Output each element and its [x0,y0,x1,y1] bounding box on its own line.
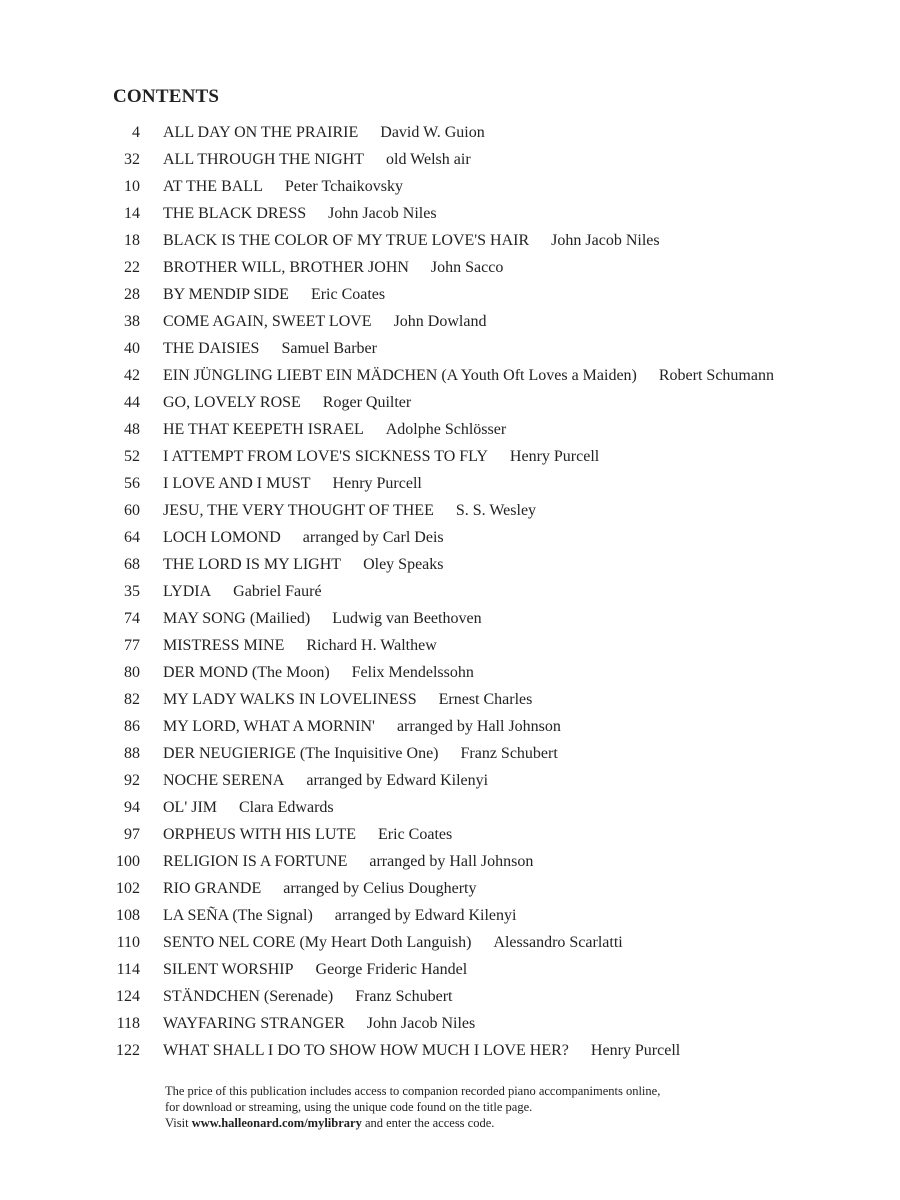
song-title: SILENT WORSHIP [163,961,294,978]
contents-entry [100,902,890,929]
composer: Adolphe Schlösser [385,421,507,438]
composer: Gabriel Fauré [233,583,322,600]
page-number: 88 [124,745,140,762]
song-title: AT THE BALL [163,178,263,195]
composer: John Dowland [393,313,487,330]
page-number: 77 [124,637,140,654]
page-number: 10 [124,178,140,195]
contents-entry [100,281,890,308]
composer: arranged by Edward Kilenyi [334,907,517,924]
page-number: 42 [124,367,140,384]
composer: Clara Edwards [239,799,334,816]
access-note-line-1: The price of this publication includes access to companion recorded piano accompaniments online, [165,1084,661,1098]
visit-text: Visit [165,1116,192,1130]
page-number: 35 [124,583,140,600]
page-number: 100 [116,853,140,870]
contents-entry [100,956,890,983]
page-number: 60 [124,502,140,519]
page-number: 102 [116,880,140,897]
song-title: RELIGION IS A FORTUNE [163,853,348,870]
page-number: 48 [124,421,140,438]
page-number: 18 [124,232,140,249]
page-number: 124 [116,988,140,1005]
composer: Samuel Barber [281,340,377,357]
composer: arranged by Carl Deis [302,529,444,546]
contents-entry [100,362,890,389]
song-title: BROTHER WILL, BROTHER JOHN [163,259,409,276]
song-title: RIO GRANDE [163,880,262,897]
contents-entry [100,146,890,173]
page-title: CONTENTS [113,86,220,107]
page-number: 86 [124,718,140,735]
page-number: 82 [124,691,140,708]
composer: S. S. Wesley [455,502,537,519]
composer: John Sacco [430,259,504,276]
contents-entry [100,605,890,632]
contents-entry [100,929,890,956]
song-title: MISTRESS MINE [163,637,285,654]
page-number: 68 [124,556,140,573]
composer: Felix Mendelssohn [351,664,474,681]
contents-entry [100,983,890,1010]
contents-entry [100,308,890,335]
song-title: LYDIA [163,583,212,600]
composer: John Jacob Niles [551,232,660,249]
song-title: EIN JÜNGLING LIEBT EIN MÄDCHEN (A Youth Oft Loves a Maiden) [163,367,637,384]
page-number: 108 [116,907,140,924]
page-number: 14 [124,205,140,222]
contents-entry [100,416,890,443]
contents-entry [100,524,890,551]
song-title: I LOVE AND I MUST [163,475,311,492]
song-title: GO, LOVELY ROSE [163,394,301,411]
song-title: OL' JIM [163,799,217,816]
contents-entry [100,713,890,740]
contents-entry [100,227,890,254]
song-title: ALL THROUGH THE NIGHT [163,151,365,168]
song-title: DER NEUGIERIGE (The Inquisitive One) [163,745,439,762]
page-number: 97 [124,826,140,843]
composer: arranged by Celius Dougherty [283,880,477,897]
access-note-line-3 [165,1115,865,1131]
contents-entry [100,794,890,821]
page-number: 38 [124,313,140,330]
contents-entry [100,875,890,902]
song-title: THE DAISIES [163,340,260,357]
composer: Henry Purcell [332,475,422,492]
song-title: I ATTEMPT FROM LOVE'S SICKNESS TO FLY [163,448,488,465]
composer: arranged by Hall Johnson [369,853,534,870]
composer: Henry Purcell [509,448,600,465]
song-title: NOCHE SERENA [163,772,285,789]
song-title: ALL DAY ON THE PRAIRIE [163,124,359,141]
song-title: STÄNDCHEN (Serenade) [163,988,334,1005]
contents-entry [100,497,890,524]
page-number: 92 [124,772,140,789]
contents-list [100,119,890,1064]
contents-entry [100,470,890,497]
contents-entry [100,659,890,686]
page-number: 80 [124,664,140,681]
song-title: JESU, THE VERY THOUGHT OF THEE [163,502,434,519]
access-code-text: and enter the access code. [361,1116,495,1130]
song-title: ORPHEUS WITH HIS LUTE [163,826,357,843]
song-title: LA SEÑA (The Signal) [163,907,313,924]
composer: Henry Purcell [590,1042,681,1059]
contents-entry [100,200,890,227]
composer: Roger Quilter [322,394,412,411]
composer: Richard H. Walthew [306,637,437,654]
composer: Franz Schubert [460,745,558,762]
access-note [165,1083,865,1131]
composer: Franz Schubert [355,988,453,1005]
page-number: 28 [124,286,140,303]
song-title: BLACK IS THE COLOR OF MY TRUE LOVE'S HAIR [163,232,530,249]
composer: Alessandro Scarlatti [493,934,623,951]
composer: arranged by Hall Johnson [396,718,561,735]
song-title: COME AGAIN, SWEET LOVE [163,313,372,330]
contents-entry [100,1037,890,1064]
contents-entry [100,632,890,659]
contents-entry [100,578,890,605]
contents-entry [100,443,890,470]
composer: arranged by Edward Kilenyi [306,772,489,789]
contents-entry [100,173,890,200]
contents-entry [100,1010,890,1037]
library-link[interactable]: www.halleonard.com/mylibrary [191,1116,362,1130]
composer: John Jacob Niles [366,1015,476,1032]
song-title: SENTO NEL CORE (My Heart Doth Languish) [163,934,472,951]
song-title: LOCH LOMOND [163,529,281,546]
composer: David W. Guion [380,124,485,141]
composer: Peter Tchaikovsky [284,178,403,195]
contents-entry [100,551,890,578]
page-number: 110 [116,934,140,951]
page-number: 40 [124,340,140,357]
access-note-line-2: for download or streaming, using the unique code found on the title page. [165,1100,533,1114]
page-number: 44 [124,394,140,411]
page-number: 64 [124,529,140,546]
page-number: 56 [124,475,140,492]
contents-entry [100,767,890,794]
page-number: 4 [132,124,140,141]
composer: Oley Speaks [363,556,444,573]
song-title: HE THAT KEEPETH ISRAEL [163,421,364,438]
song-title: THE LORD IS MY LIGHT [163,556,342,573]
composer: Ernest Charles [438,691,533,708]
contents-entry [100,119,890,146]
contents-entry [100,821,890,848]
page-number: 22 [124,259,140,276]
song-title: MY LORD, WHAT A MORNIN' [163,718,375,735]
composer: George Frideric Handel [315,961,468,978]
composer: old Welsh air [386,151,471,168]
page-number: 122 [116,1042,140,1059]
page-number: 114 [116,961,140,978]
page-number: 32 [124,151,140,168]
composer: Eric Coates [310,286,386,303]
page-number: 118 [116,1015,140,1032]
contents-entry [100,686,890,713]
contents-entry [100,389,890,416]
song-title: BY MENDIP SIDE [163,286,289,303]
contents-entry [100,740,890,767]
composer: Robert Schumann [658,367,774,384]
song-title: MAY SONG (Mailied) [163,610,311,627]
contents-entry [100,254,890,281]
composer: Ludwig van Beethoven [332,610,482,627]
song-title: THE BLACK DRESS [163,205,307,222]
composer: John Jacob Niles [328,205,437,222]
contents-entry [100,848,890,875]
page-number: 74 [124,610,140,627]
page-number: 52 [124,448,140,465]
song-title: MY LADY WALKS IN LOVELINESS [163,691,417,708]
song-title: DER MOND (The Moon) [163,664,330,681]
page-number: 94 [124,799,140,816]
composer: Eric Coates [378,826,453,843]
contents-entry [100,335,890,362]
song-title: WHAT SHALL I DO TO SHOW HOW MUCH I LOVE HER? [163,1042,569,1059]
song-title: WAYFARING STRANGER [163,1015,345,1032]
